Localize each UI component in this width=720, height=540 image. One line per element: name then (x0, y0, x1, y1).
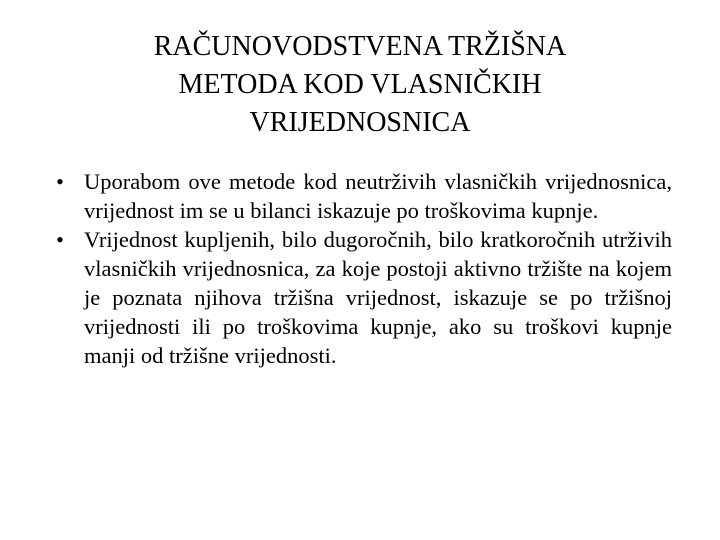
title-line-1: RAČUNOVODSTVENA TRŽIŠNA (153, 31, 567, 62)
bullet-marker-icon: • (56, 169, 64, 194)
bullet-item-2 (54, 225, 672, 370)
bullet-text-1: Uporabom ove metode kod neutrživih vlasničkih vrijednosnica, vrijednost im se u bilanci iskazuje po troškovima kupnje. (84, 169, 672, 223)
title-line-3: VRIJEDNOSNICA (249, 107, 471, 138)
bullet-item-1 (54, 167, 672, 225)
bullet-marker-icon: • (56, 227, 64, 252)
bullet-list (54, 167, 672, 370)
bullet-text-2: Vrijednost kupljenih, bilo dugoročnih, bilo kratkoročnih utrživih vlasničkih vrijednosnica, za koje postoji aktivno tržište na kojem je poznata njihova tržišna vrijednost, iskazuje se po tržišnoj vrijednosti ili po troškovima kupnje, ako su troškovi kupnje manji od tržišne vrijednosti. (84, 227, 672, 368)
slide-title (60, 28, 660, 142)
title-line-2: METODA KOD VLASNIČKIH (178, 69, 542, 100)
